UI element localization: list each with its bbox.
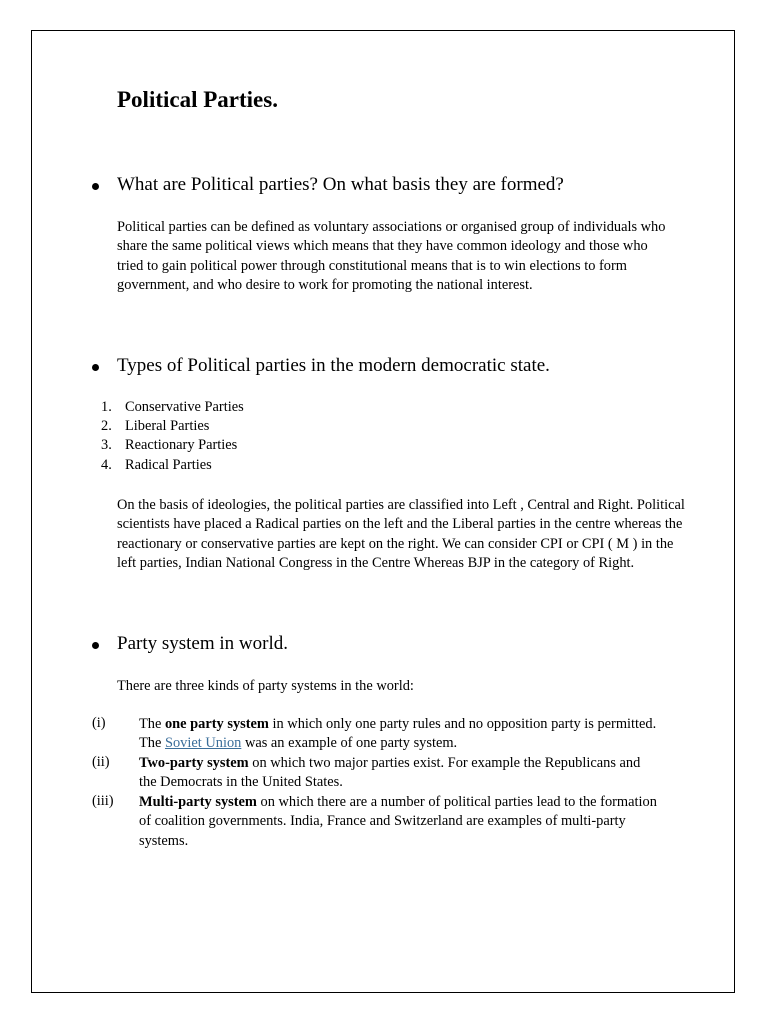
list-item-number: 4. bbox=[101, 457, 112, 473]
item-bold-term: Two-party system bbox=[139, 755, 249, 771]
item-text: was an example of one party system. bbox=[241, 735, 458, 752]
item-text: on which two major parties exist. For example the Republicans and the Democrats in the United States. bbox=[139, 755, 641, 791]
list-item-number: 1. bbox=[101, 399, 112, 415]
item-text: on which there are a number of political parties lead to the formation of coalition governments. India, France and Switzerland are examples of multi-party systems. bbox=[139, 794, 657, 849]
roman-label: (ii) bbox=[92, 754, 110, 770]
roman-label: (iii) bbox=[92, 793, 114, 809]
party-system-item-multi bbox=[139, 793, 659, 851]
list-item: Liberal Parties bbox=[125, 418, 210, 434]
section-paragraph-1: Political parties can be defined as voluntary associations or organised group of individuals who share the same political views which means that they have common ideology and those who tried to gain political power through constitutional means that is to win elections to form government, and who desire to work for promoting the national interest. bbox=[117, 219, 666, 294]
bullet-dot-icon bbox=[92, 364, 99, 371]
bullet-dot-icon bbox=[92, 642, 99, 649]
section-paragraph-2: On the basis of ideologies, the political parties are classified into Left , Central and Right. Political scientists have placed a Radical parties on the left and the Liberal parties in the centre whereas the reactionary or conservative parties are kept on the right. We can consider CPI or CPI ( M ) in the left parties, Indian National Congress in the Centre Whereas BJP in the category of Right. bbox=[117, 497, 685, 572]
list-item-number: 2. bbox=[101, 418, 112, 434]
section-intro: There are three kinds of party systems in the world: bbox=[117, 678, 414, 694]
item-text: The bbox=[139, 716, 165, 732]
item-bold-term: Multi-party system bbox=[139, 794, 257, 810]
roman-label: (i) bbox=[92, 715, 106, 731]
document-page bbox=[31, 30, 735, 993]
list-item-number: 3. bbox=[101, 437, 112, 453]
soviet-union-link[interactable]: Soviet Union bbox=[164, 735, 242, 752]
bullet-dot-icon bbox=[92, 183, 99, 190]
party-system-item-two bbox=[139, 754, 659, 793]
section-heading-3: Party system in world. bbox=[117, 633, 288, 654]
item-bold-term: one party system bbox=[164, 716, 269, 732]
list-item: Radical Parties bbox=[125, 457, 212, 473]
party-system-item-one bbox=[139, 715, 659, 754]
page-title: Political Parties. bbox=[117, 87, 278, 112]
section-heading-1: What are Political parties? On what basis they are formed? bbox=[117, 174, 564, 195]
item-text: in which only one party rules and no opposition party is permitted. The bbox=[139, 716, 657, 752]
list-item: Reactionary Parties bbox=[125, 437, 238, 453]
list-item: Conservative Parties bbox=[125, 399, 244, 415]
section-heading-2: Types of Political parties in the modern democratic state. bbox=[117, 355, 550, 376]
